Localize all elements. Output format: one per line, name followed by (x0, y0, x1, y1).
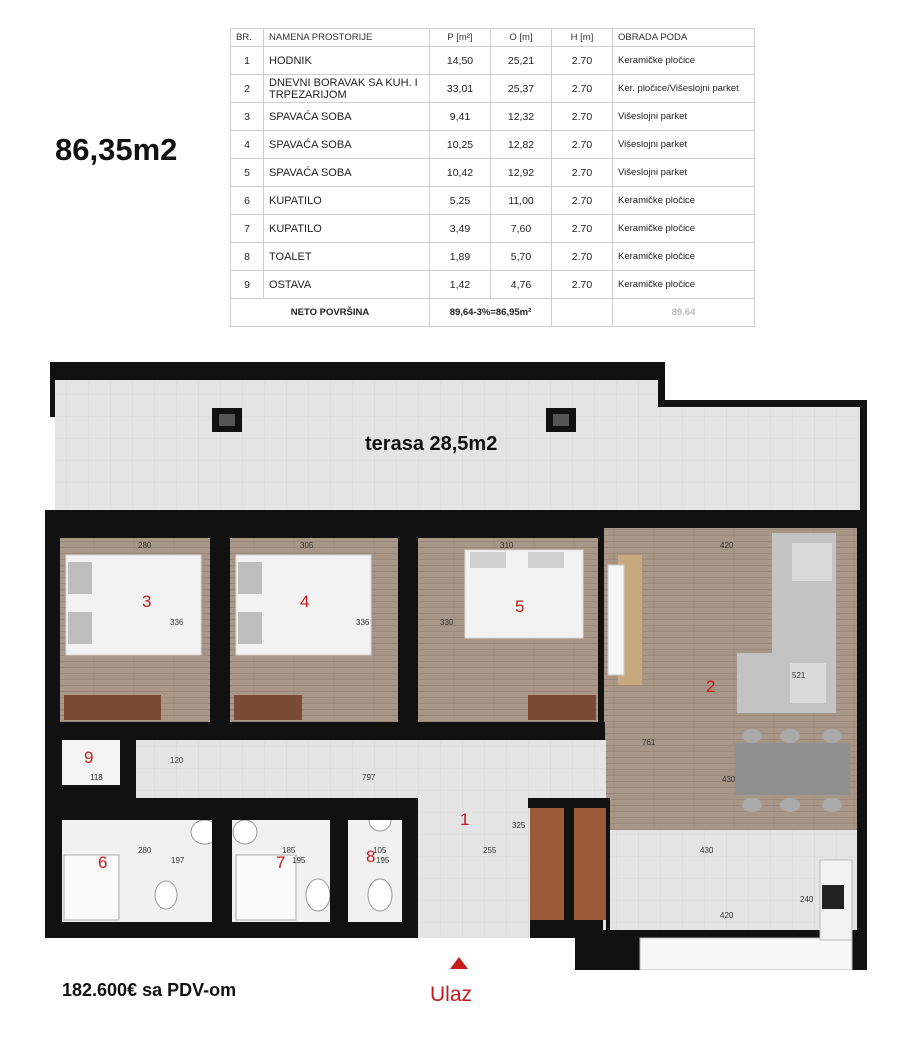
cell-perimeter: 11,00 (491, 187, 552, 215)
cell-floor: Keramičke pločice (613, 243, 755, 271)
dim-r6-w: 280 (138, 846, 152, 855)
terrace-floor (55, 380, 658, 510)
dim-r5-h: 330 (440, 618, 454, 627)
cell-area: 9,41 (430, 103, 491, 131)
wardrobe-left (530, 808, 564, 920)
dim-r4-h: 336 (356, 618, 370, 627)
cell-height: 2.70 (552, 159, 613, 187)
cell-no: 5 (231, 159, 264, 187)
dim-r2-w: 420 (720, 541, 734, 550)
wall-bed3-bed4 (210, 530, 230, 730)
table-row (231, 131, 755, 159)
wall-bath7-toilet8 (330, 798, 348, 923)
dim-r2-bottom: 420 (720, 911, 734, 920)
cell-name: SPAVAĆA SOBA (264, 103, 430, 131)
wall-toilet8-hall (402, 798, 418, 923)
total-row (231, 299, 755, 327)
cell-perimeter: 4,76 (491, 271, 552, 299)
room-table (230, 28, 755, 327)
entrance-label: Ulaz (430, 983, 473, 1006)
cell-height: 2.70 (552, 47, 613, 75)
entrance-marker (450, 957, 468, 969)
cell-perimeter: 12,32 (491, 103, 552, 131)
room-number-3: 3 (142, 592, 152, 611)
dining-table (735, 729, 850, 812)
desk-room-3 (64, 695, 161, 720)
dim-r8-h: 195 (376, 856, 390, 865)
cell-floor: Višeslojni parket (613, 131, 755, 159)
dim-r3-w: 280 (138, 541, 152, 550)
wall-bath6-bath7 (212, 798, 232, 923)
wall-bed5-living (598, 525, 604, 730)
tv-unit (608, 565, 624, 675)
bed-room-5 (465, 550, 583, 638)
wall-storage-bottom (55, 785, 135, 800)
cell-perimeter: 25,21 (491, 47, 552, 75)
cell-floor: Višeslojni parket (613, 103, 755, 131)
area-title: 86,35m2 (55, 132, 178, 167)
price-label: 182.600€ sa PDV-om (62, 980, 237, 1000)
cell-area: 33,01 (430, 75, 491, 103)
wall-hall-baths (55, 798, 415, 820)
room-number-8: 8 (366, 847, 376, 866)
dim-r2-side: 240 (800, 895, 814, 904)
cell-area: 3,49 (430, 215, 491, 243)
cell-area: 10,42 (430, 159, 491, 187)
cell-name: HODNIK (264, 47, 430, 75)
floor-plan (0, 350, 910, 970)
cell-height: 2.70 (552, 103, 613, 131)
terrace-label: terasa 28,5m2 (365, 433, 498, 455)
room-number-7: 7 (276, 853, 286, 872)
room-number-6: 6 (98, 853, 108, 872)
cell-floor: Keramičke pločice (613, 215, 755, 243)
col-header-floor: OBRADA PODA (613, 29, 755, 47)
col-header-perimeter: O [m] (491, 29, 552, 47)
table-row (231, 159, 755, 187)
cell-no: 8 (231, 243, 264, 271)
cell-no: 7 (231, 215, 264, 243)
cell-height: 2.70 (552, 187, 613, 215)
cell-name: OSTAVA (264, 271, 430, 299)
dim-r7-h: 195 (292, 856, 306, 865)
dim-r1-h: 325 (512, 821, 526, 830)
table-row (231, 47, 755, 75)
dim-r3-h: 336 (170, 618, 184, 627)
dim-r5-w: 310 (500, 541, 514, 550)
dim-r7-w: 185 (282, 846, 296, 855)
table-row (231, 271, 755, 299)
room-number-9: 9 (84, 748, 94, 767)
cell-no: 4 (231, 131, 264, 159)
cell-no: 3 (231, 103, 264, 131)
cell-area: 1,42 (430, 271, 491, 299)
wall-living-lower-left (606, 798, 610, 938)
wall-wardrobe-divider (564, 798, 574, 920)
dim-r2-kitchen: 430 (700, 846, 714, 855)
cell-no: 1 (231, 47, 264, 75)
apartment-lower-left-cut (45, 938, 575, 970)
cell-name: SPAVAĆA SOBA (264, 159, 430, 187)
dim-r2-h2: 761 (642, 738, 656, 747)
cell-name: KUPATILO (264, 215, 430, 243)
dim-r2-dining: 430 (722, 775, 736, 784)
cell-height: 2.70 (552, 215, 613, 243)
cell-height: 2.70 (552, 243, 613, 271)
cell-height: 2.70 (552, 75, 613, 103)
cell-height: 2.70 (552, 271, 613, 299)
total-label: NETO POVRŠINA (231, 299, 430, 327)
cell-floor: Ker. pločice/Višeslojni parket (613, 75, 755, 103)
cell-name: TOALET (264, 243, 430, 271)
desk-room-5 (528, 695, 596, 720)
total-value: 89,64-3%=86,95m² (430, 299, 552, 327)
table-row (231, 103, 755, 131)
cell-area: 10,25 (430, 131, 491, 159)
cell-area: 1,89 (430, 243, 491, 271)
dim-r9-w: 118 (90, 773, 103, 782)
table-row (231, 215, 755, 243)
col-header-no: BR. (231, 29, 264, 47)
room-number-4: 4 (300, 592, 310, 611)
cell-area: 14,50 (430, 47, 491, 75)
room-number-5: 5 (515, 597, 525, 616)
col-header-name: NAMENA PROSTORIJE (264, 29, 430, 47)
terrace-floor-right (655, 407, 860, 510)
dim-r2-h1: 521 (792, 671, 806, 680)
room-number-2: 2 (706, 677, 716, 696)
room-1-lower-floor (418, 798, 530, 938)
table-row (231, 75, 755, 103)
cell-floor: Keramičke pločice (613, 271, 755, 299)
room-1-floor (136, 740, 606, 798)
dim-hall-h: 120 (170, 756, 184, 765)
cell-name: KUPATILO (264, 187, 430, 215)
table-row (231, 243, 755, 271)
cell-floor: Višeslojni parket (613, 159, 755, 187)
terrace-column-right-inner (553, 414, 569, 426)
table-row (231, 187, 755, 215)
col-header-area: P [m²] (430, 29, 491, 47)
cell-name: SPAVAĆA SOBA (264, 131, 430, 159)
cell-area: 5,25 (430, 187, 491, 215)
dim-r4-w: 305 (300, 541, 314, 550)
desk-room-4 (234, 695, 302, 720)
cell-perimeter: 7,60 (491, 215, 552, 243)
col-header-height: H [m] (552, 29, 613, 47)
wall-bedrooms-hall (55, 722, 605, 740)
cell-no: 9 (231, 271, 264, 299)
cell-name: DNEVNI BORAVAK SA KUH. I TRPEZARIJOM (264, 75, 430, 103)
cell-perimeter: 12,92 (491, 159, 552, 187)
dim-r1-w: 255 (483, 846, 497, 855)
cell-perimeter: 12,82 (491, 131, 552, 159)
terrace-column-left-inner (219, 414, 235, 426)
dim-r6-h: 197 (171, 856, 185, 865)
dim-hall-w: 797 (362, 773, 376, 782)
wall-bed4-bed5 (398, 530, 418, 730)
cell-no: 2 (231, 75, 264, 103)
cell-height: 2.70 (552, 131, 613, 159)
wall-baths-bottom (55, 922, 417, 938)
cell-no: 6 (231, 187, 264, 215)
cell-floor: Keramičke pločice (613, 187, 755, 215)
dim-r8-w: 105 (373, 846, 387, 855)
wardrobe-right (574, 808, 608, 920)
cell-floor: Keramičke pločice (613, 47, 755, 75)
total-note: 89,64 (613, 299, 755, 327)
cell-perimeter: 25,37 (491, 75, 552, 103)
total-empty (552, 299, 613, 327)
bed-room-3 (66, 555, 201, 655)
cell-perimeter: 5,70 (491, 243, 552, 271)
table-header-row (231, 29, 755, 47)
room-number-1: 1 (460, 810, 470, 829)
